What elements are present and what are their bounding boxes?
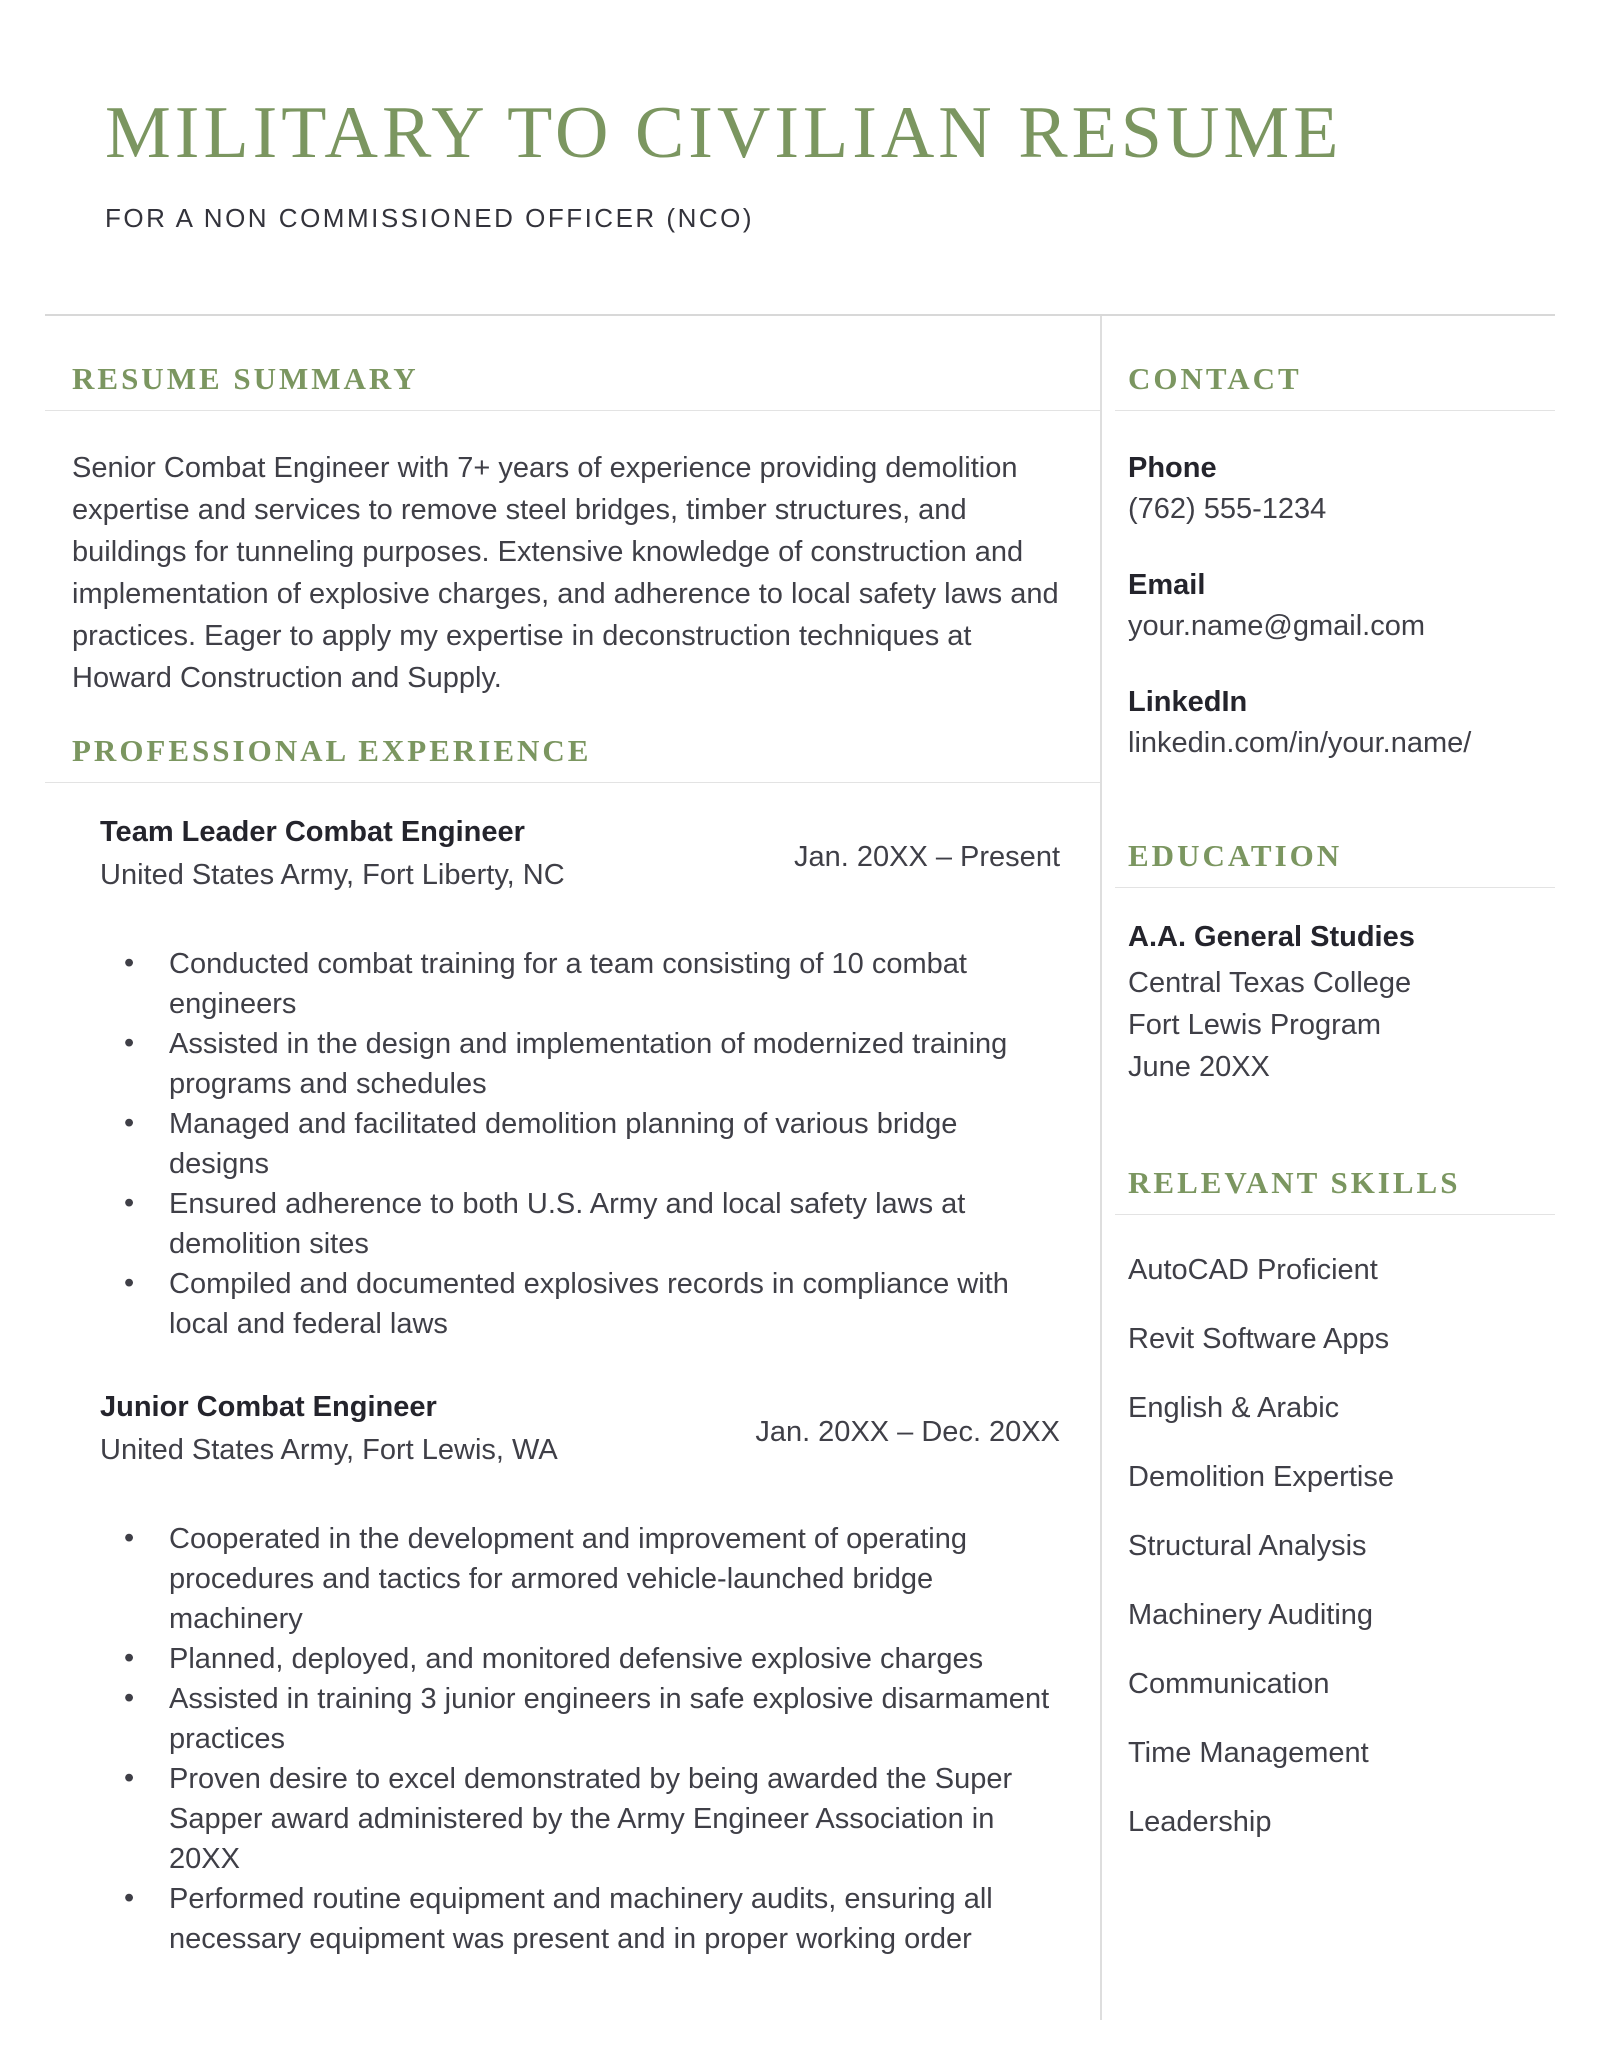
page-header: [0, 0, 1600, 232]
job-organization: United States Army, Fort Liberty, NC: [100, 859, 565, 891]
job-bullet: • Assisted in the design and implementation of modernized training programs and schedules: [72, 1024, 1060, 1104]
contact-email-group: [1128, 568, 1555, 643]
job-header: [72, 815, 1060, 892]
education-program: Fort Lewis Program: [1128, 1009, 1382, 1041]
job-title: Team Leader Combat Engineer: [100, 816, 525, 848]
contact-heading: CONTACT: [1128, 361, 1302, 396]
skill-item: Demolition Expertise: [1128, 1461, 1394, 1493]
sidebar-column: [1100, 316, 1555, 2020]
professional-experience-heading: PROFESSIONAL EXPERIENCE: [72, 733, 592, 768]
skill-item: Time Management: [1128, 1737, 1369, 1769]
job-bullet: • Compiled and documented explosives records in compliance with local and federal laws: [72, 1264, 1060, 1344]
skill-item: English & Arabic: [1128, 1392, 1340, 1424]
job-bullet-list: [72, 944, 1060, 1344]
education-school: Central Texas College: [1128, 967, 1412, 999]
skill-item: Revit Software Apps: [1128, 1323, 1390, 1355]
job-bullet: • Proven desire to excel demonstrated by being awarded the Super Sapper award administered by the Army Engineer Association in 20XX: [72, 1759, 1060, 1879]
resume-summary-text: Senior Combat Engineer with 7+ years of experience providing demolition expertise and services to remove steel bridges, timber structures, and buildings for tunneling purposes. Extensive knowledge of construction and implementation of explosive charges, and adherence to local safety laws and practices. Eager to apply my expertise in deconstruction techniques at Howard Construction and Supply.: [72, 452, 1059, 694]
job-dates: Jan. 20XX – Present: [794, 841, 1060, 873]
page-subtitle: FOR A NON COMMISSIONED OFFICER (NCO): [105, 203, 755, 233]
education-date: June 20XX: [1128, 1051, 1270, 1083]
skills-list: [1128, 1255, 1555, 1837]
divider: [45, 782, 1100, 783]
job-bullet: • Ensured adherence to both U.S. Army and local safety laws at demolition sites: [72, 1184, 1060, 1264]
job-organization: United States Army, Fort Lewis, WA: [100, 1434, 558, 1466]
job-bullet: • Performed routine equipment and machinery audits, ensuring all necessary equipment was present and in proper working order: [72, 1879, 1060, 1959]
job-bullet-list: [72, 1519, 1060, 1959]
relevant-skills-heading: RELEVANT SKILLS: [1128, 1165, 1461, 1200]
job-header: [72, 1390, 1060, 1467]
job-bullet: • Assisted in training 3 junior engineers in safe explosive disarmament practices: [72, 1679, 1060, 1759]
contact-phone-group: [1128, 451, 1555, 526]
education-heading: EDUCATION: [1128, 838, 1343, 873]
divider: [45, 410, 1100, 411]
divider: [1115, 887, 1555, 888]
skill-item: AutoCAD Proficient: [1128, 1254, 1378, 1286]
job-bullet: • Cooperated in the development and improvement of operating procedures and tactics for armored vehicle-launched bridge machinery: [72, 1519, 1060, 1639]
skill-item: Leadership: [1128, 1806, 1272, 1838]
skill-item: Communication: [1128, 1668, 1330, 1700]
job-bullet: • Managed and facilitated demolition planning of various bridge designs: [72, 1104, 1060, 1184]
main-column: [45, 316, 1100, 2020]
job-dates: Jan. 20XX – Dec. 20XX: [755, 1416, 1060, 1448]
skill-item: Structural Analysis: [1128, 1530, 1367, 1562]
phone-label: Phone: [1128, 452, 1217, 484]
education-degree: A.A. General Studies: [1128, 921, 1415, 953]
job-bullet: • Planned, deployed, and monitored defensive explosive charges: [72, 1639, 1060, 1679]
job-title: Junior Combat Engineer: [100, 1391, 437, 1423]
phone-value: (762) 555-1234: [1128, 493, 1327, 525]
linkedin-label: LinkedIn: [1128, 686, 1248, 718]
page-title: MILITARY TO CIVILIAN RESUME: [105, 92, 1343, 174]
divider: [1115, 1214, 1555, 1215]
job-bullet: • Conducted combat training for a team consisting of 10 combat engineers: [72, 944, 1060, 1024]
contact-linkedin-group: [1128, 685, 1555, 760]
skill-item: Machinery Auditing: [1128, 1599, 1374, 1631]
resume-summary-heading: RESUME SUMMARY: [72, 361, 419, 396]
email-value: your.name@gmail.com: [1128, 610, 1425, 642]
content-columns: [45, 316, 1555, 2020]
email-label: Email: [1128, 569, 1206, 601]
linkedin-value: linkedin.com/in/your.name/: [1128, 727, 1472, 759]
divider: [1115, 410, 1555, 411]
